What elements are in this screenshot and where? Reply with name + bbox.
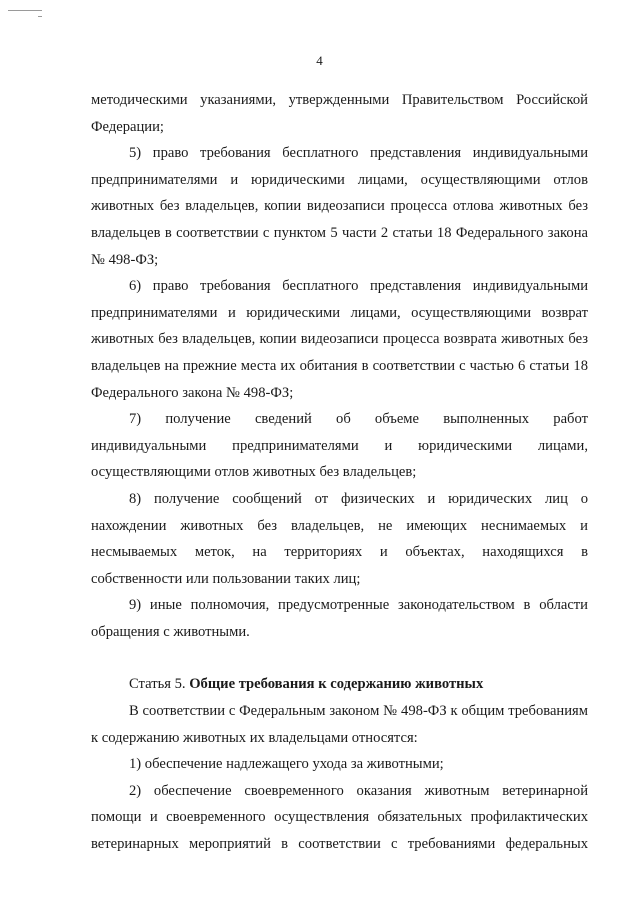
article-heading bbox=[91, 671, 588, 698]
page-number: 4 bbox=[316, 53, 323, 68]
article-intro: В соответствии с Федеральным законом № 498-ФЗ к общим требованиям к содержанию животных их владельцами относятся: bbox=[91, 703, 588, 746]
article-title: Общие требования к содержанию животных bbox=[189, 676, 484, 693]
list-item-7-line-2: индивидуальными предпринимателями и юридическими лицами, bbox=[91, 437, 588, 454]
requirement-item-1: 1) обеспечение надлежащего ухода за животными; bbox=[129, 756, 444, 773]
paragraph-continuation: методическими указаниями, утвержденными Правительством Российской Федерации; bbox=[91, 92, 588, 135]
list-item-7-line-3: осуществляющими отлов животных без владельцев; bbox=[91, 464, 417, 481]
list-item-8-line-1: 8) получение сообщений от физических и юридических лиц о bbox=[129, 490, 588, 507]
list-item-8-line-3: несмываемых меток, на территориях и объектах, находящихся в bbox=[91, 544, 588, 561]
list-item-8-line-4: собственности или пользовании таких лиц; bbox=[91, 570, 361, 587]
list-item-5: 5) право требования бесплатного представления индивидуальными предпринимателями и юридическими лицами, осуществляющими отлов животных без владельцев, копии видеозаписи процесса отлова животных без владельцев в соответствии с пунктом 5 части 2 статьи 18 Федерального закона № 498-ФЗ; bbox=[91, 145, 588, 268]
scan-corner-mark bbox=[8, 8, 46, 20]
section-gap bbox=[91, 645, 588, 671]
list-item-9: 9) иные полномочия, предусмотренные законодательством в области обращения с животными. bbox=[91, 597, 588, 640]
document-body bbox=[91, 87, 588, 858]
requirement-item-2: 2) обеспечение своевременного оказания животным ветеринарной помощи и своевременного осуществления обязательных профилактических ветеринарных мероприятий в соответствии с требованиями федеральных bbox=[91, 782, 588, 853]
list-item-8-line-2: нахождении животных без владельцев, не имеющих неснимаемых и bbox=[91, 517, 588, 534]
list-item-6: 6) право требования бесплатного представления индивидуальными предпринимателями и юридическими лицами, осуществляющими возврат животных без владельцев, копии видеозаписи процесса возврата животных без владельцев на прежние места их обитания в соответствии с частью 6 статьи 18 Федерального закона № 498-ФЗ; bbox=[91, 278, 588, 401]
list-item-8 bbox=[91, 486, 588, 592]
list-item-7-line-1: 7) получение сведений об объеме выполненных работ bbox=[129, 411, 588, 428]
list-item-7 bbox=[91, 406, 588, 486]
article-prefix: Статья 5. bbox=[129, 676, 190, 693]
